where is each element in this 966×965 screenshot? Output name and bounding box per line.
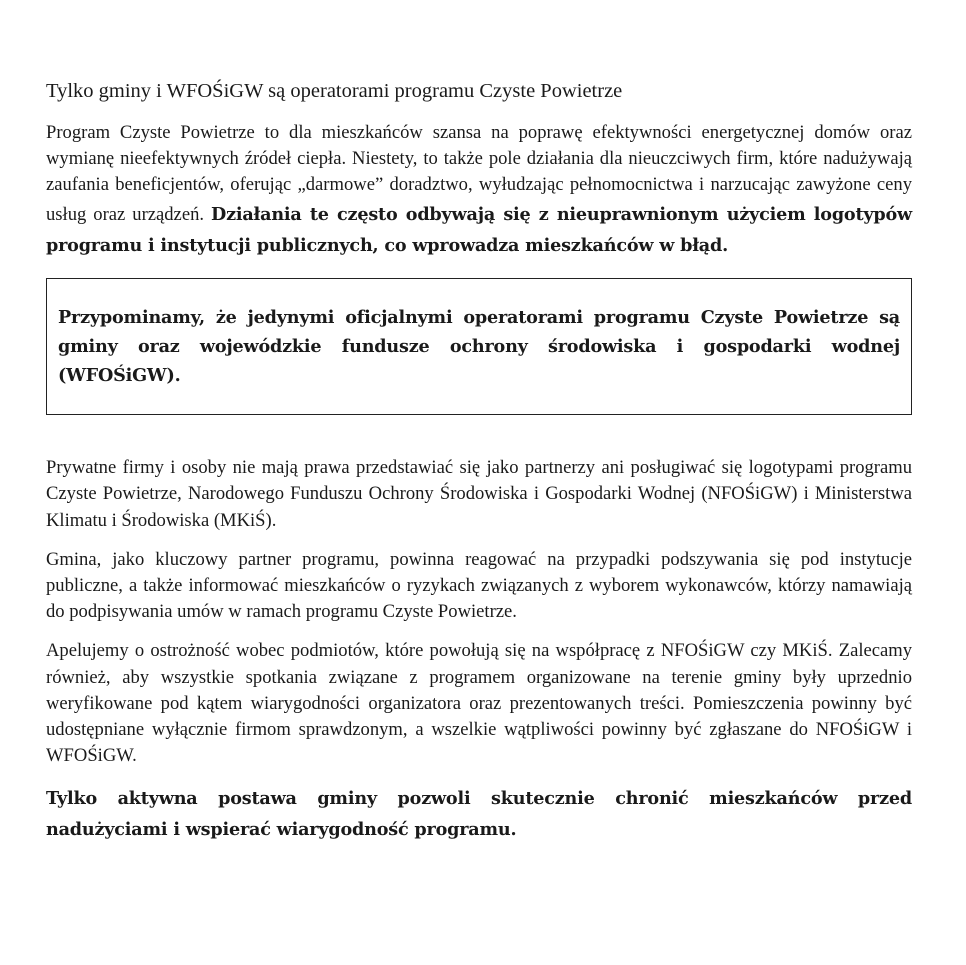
notice-text: Przypominamy, że jedynymi oficjalnymi operatorami programu Czyste Powietrze są gminy oraz wojewódzkie fundusze ochrony środowiska i gospodarki wodnej (WFOŚiGW).: [58, 306, 900, 387]
page-title: Tylko gminy i WFOŚiGW są operatorami programu Czyste Powietrze: [46, 80, 623, 102]
intro-bold-text: Działania te często odbywają się z nieuprawnionym użyciem logotypów programu i instytucji publicznych, co wprowadza mieszkańców w błąd.: [46, 203, 912, 257]
paragraph-appeal: Apelujemy o ostrożność wobec podmiotów, które powołują się na współpracę z NFOŚiGW czy MKiŚ. Zalecamy również, aby wszystkie spotkania związane z programem organizowane na terenie gminy były uprzednio weryfikowane pod kątem wiarygodności organizatora oraz prezentowanych treści. Pomieszczenia powinny być udostępniane wyłącznie firmom sprawdzonym, a wszelkie wątpliwości powinny być zgłaszane do NFOŚiGW i WFOŚiGW.: [46, 640, 912, 767]
notice-box: [46, 278, 912, 416]
closing-statement: Tylko aktywna postawa gminy pozwoli skutecznie chronić mieszkańców przed nadużyciami i wspierać wiarygodność programu.: [46, 788, 912, 841]
document-body: [46, 78, 912, 845]
intro-paragraph: [46, 120, 912, 262]
intro-text: Program Czyste Powietrze to dla mieszkańców szansa na poprawę efektywności energetycznej domów oraz wymianę nieefektywnych źródeł ciepła. Niestety, to także pole działania dla nieuczciwych firm, które nadużywają zaufania beneficjentów, oferując „darmowe” doradztwo, wyłudzając pełnomocnictwa i narzucając zawyżone ceny usług oraz urządzeń.: [46, 122, 912, 225]
paragraph-municipality: Gmina, jako kluczowy partner programu, powinna reagować na przypadki podszywania się pod instytucje publiczne, a także informować mieszkańców o ryzykach związanych z wyborem wykonawców, którzy namawiają do podpisywania umów w ramach programu Czyste Powietrze.: [46, 548, 912, 623]
paragraph-partners: Prywatne firmy i osoby nie mają prawa przedstawiać się jako partnerzy ani posługiwać się logotypami programu Czyste Powietrze, Narodowego Funduszu Ochrony Środowiska i Gospodarki Wodnej (NFOŚiGW) i Ministerstwa Klimatu i Środowiska (MKiŚ).: [46, 457, 912, 531]
